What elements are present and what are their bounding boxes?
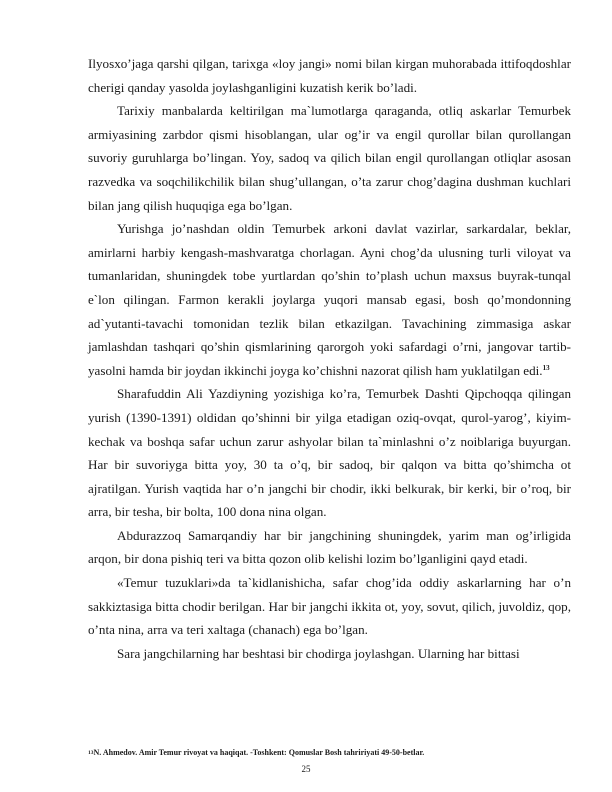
- footnote-reference[interactable]: 13: [542, 363, 550, 372]
- paragraph-6: «Temur tuzuklari»da ta`kidlanishicha, safar chog’ida oddiy askarlarning har o’n sakkiztasiga bitta chodir berilgan. Har bir jangchi ikkita ot, yoy, sovut, qilich, juvoldiz, qop, o’nta nina, arra va teri xaltaga (chanach) ega bo’lgan.: [88, 575, 571, 638]
- paragraph-2: Tarixiy manbalarda keltirilgan ma`lumotlarga qaraganda, otliq askarlar Temurbek armiyasining zarbdor qismi hisoblangan, ular og’ir va engil qurollar bilan qurollangan suvoriy guruhlarga bo’lingan. Yoy, sadoq va qilich bilan engil qurollangan otliqlar asosan razvedka va soqchilikchilik bilan shug’ullangan, o’ta zarur chog’dagina dushman kuchlari bilan jang qilish huquqiga ega bo’lgan.: [88, 103, 571, 213]
- paragraph-5: Abdurazzoq Samarqandiy har bir jangchining shuningdek, yarim man og’irligida arqon, bir dona pishiq teri va bitta qozon olib kelishi lozim bo’lganligini qayd etadi.: [88, 527, 571, 567]
- page-number: 25: [301, 764, 311, 774]
- footnote-marker: 13: [88, 750, 94, 756]
- paragraph-7: Sara jangchilarning har beshtasi bir chodirga joylashgan. Ularning har bittasi: [117, 645, 520, 661]
- paragraph-3: [88, 217, 571, 382]
- footnote: [88, 748, 571, 758]
- body-text: [88, 52, 571, 665]
- footnote-text: N. Ahmedov. Amir Temur rivoyat va haqiqat. -Toshkent: Qomuslar Bosh tahririyati 49-50-betlar.: [93, 748, 425, 757]
- paragraph-4: Sharafuddin Ali Yazdiyning yozishiga ko’ra, Temurbek Dashti Qipchoqqa qilingan yurish (1390-1391) oldidan qo’shinni bir yilga etadigan oziq-ovqat, qurol-yarog’, kiyim-kechak va boshqa safar uchun zarur ashyolar bilan ta`minlashni o’z noiblariga buyurgan. Har bir suvoriyga bitta yoy, 30 ta o’q, bir sadoq, bir qalqon va bitta qo’shimcha ot ajratilgan. Yurish vaqtida har o’n jangchi bir chodir, ikki belkurak, bir kerki, bir o’roq, bir arra, bir tesha, bir bolta, 100 dona nina olgan.: [88, 386, 571, 520]
- paragraph-3-text: Yurishga jo’nashdan oldin Temurbek arkoni davlat vazirlar, sarkardalar, beklar, amirlarni harbiy kengash-mashvaratga chorlagan. Ayni chog’da ulusning turli viloyat va tumanlaridan, shuningdek tobe yurtlardan qo’shin to’plash uchun maxsus buyrak-tunqal e`lon qilingan. Farmon kerakli joylarga yuqori mansab egasi, bosh qo’mondonning ad`yutanti-tavachi tomonidan tezlik bilan etkazilgan. Tavachining zimmasiga askar jamlashdan tashqari qo’shin qismlarining qarorgoh yoki safardagi o’rni, jangovar tartib-yasolni hamda bir joydan ikkinchi joyga ko’chishni nazorat qilish ham yuklatilgan edi.: [88, 221, 571, 378]
- paragraph-1: Ilyosxo’jaga qarshi qilgan, tarixga «loy jangi» nomi bilan kirgan muhorabada ittifoqdoshlar cherigi qanday yasolda joylashganligini kuzatish kerik bo’ladi.: [88, 56, 571, 95]
